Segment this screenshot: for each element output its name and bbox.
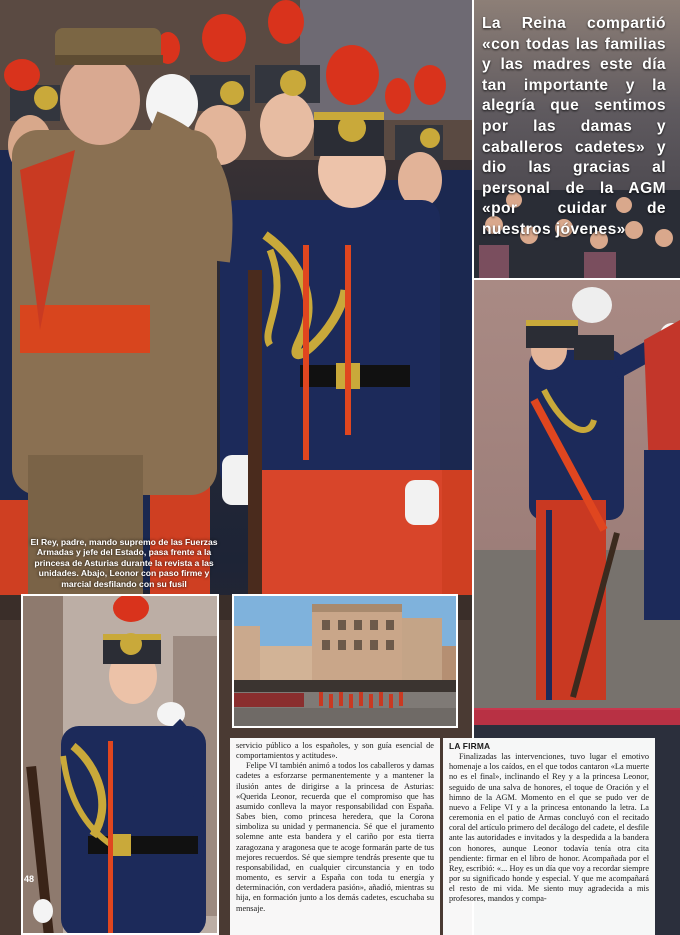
- academy-courtyard-photo: [232, 594, 458, 728]
- article-paragraph: Felipe VI también animó a todos los caballeros y damas cadetes a esforzarse permanentemente y a mantener la ilusión antes de dirigirse a la princesa de Asturias: «Querida Leonor, recuerda que el compromiso que has asumido conlleva la mayor responsabilidad con España. Sabes bien, como princesa heredera, que la Corona simboliza su unidad y permanencia. Sé que el juramento solemne ante esta bandera y el cariño por esta tierra zaragozana y aragonesa que te acoge formarán parte de tus mejores recuerdos. Sé que siempre tendrás presente que tu responsabilidad, en cualquier circunstancia y en todo momento, es servir a España con toda tu energía y determinación, con verdadera pasión», añadió, mientras su hija, en formación junto a los demás cadetes, escuchaba su mensaje.: [236, 761, 434, 913]
- article-column-2: [443, 738, 655, 935]
- page-number: 48: [24, 874, 35, 884]
- courtyard-illustration: [234, 596, 456, 726]
- article-paragraph: Finalizadas las intervenciones, tuvo lugar el emotivo homenaje a los caídos, en el que todos cantaron «La muerte no es el final», inclinando el Rey y a la princesa Leonor, seguido de una salva de honores, el toque de Oración y el himno de la AGM. Momento en el que se pudo ver de nuevo a Felipe VI y a la princesa entonando la letra. La ceremonia en el patio de Armas concluyó con el recitado coral del artículo primero del decálogo del cadete, el desfile ante las autoridades e invitados y la despedida a la bandera con honores, aunque Leonor todavía tenía otra cita pendiente: firmar en el libro de honor. Acompañada por el Rey, escribió: «... Hoy es un día que voy a recordar siempre por su significado honde y especial. Y que me acompañará el resto de mi vida. Me siento muy agradecida a mis profesores, mandos y compa-: [449, 752, 649, 904]
- leonor-marching-photo: [21, 594, 219, 935]
- leonor-marching-illustration: [23, 596, 219, 935]
- photo-caption: El Rey, padre, mando supremo de las Fuerzas Armadas y jefe del Estado, pasa frente a la princesa de Asturias durante la revista a las unidades. Abajo, Leonor con paso firme y marcial desfilando con su fusil: [30, 537, 218, 589]
- saluting-cadet-photo: [474, 280, 680, 725]
- article-paragraph: servicio público a los españoles, y son guía esencial de comportamientos y actitudes».: [236, 741, 434, 761]
- pull-quote: La Reina compartió «con todas las familias y las madres este día tan importante y la alegría que sentimos por las damas y caballeros cadetes» y dio las gracias al personal de la AGM «por cuidar de nuestros jóvenes»: [482, 15, 666, 238]
- saluting-cadet-illustration: [474, 280, 680, 725]
- pull-quote-panel: [474, 0, 680, 278]
- section-heading: LA FIRMA: [449, 741, 491, 751]
- article-column-1: [230, 738, 440, 935]
